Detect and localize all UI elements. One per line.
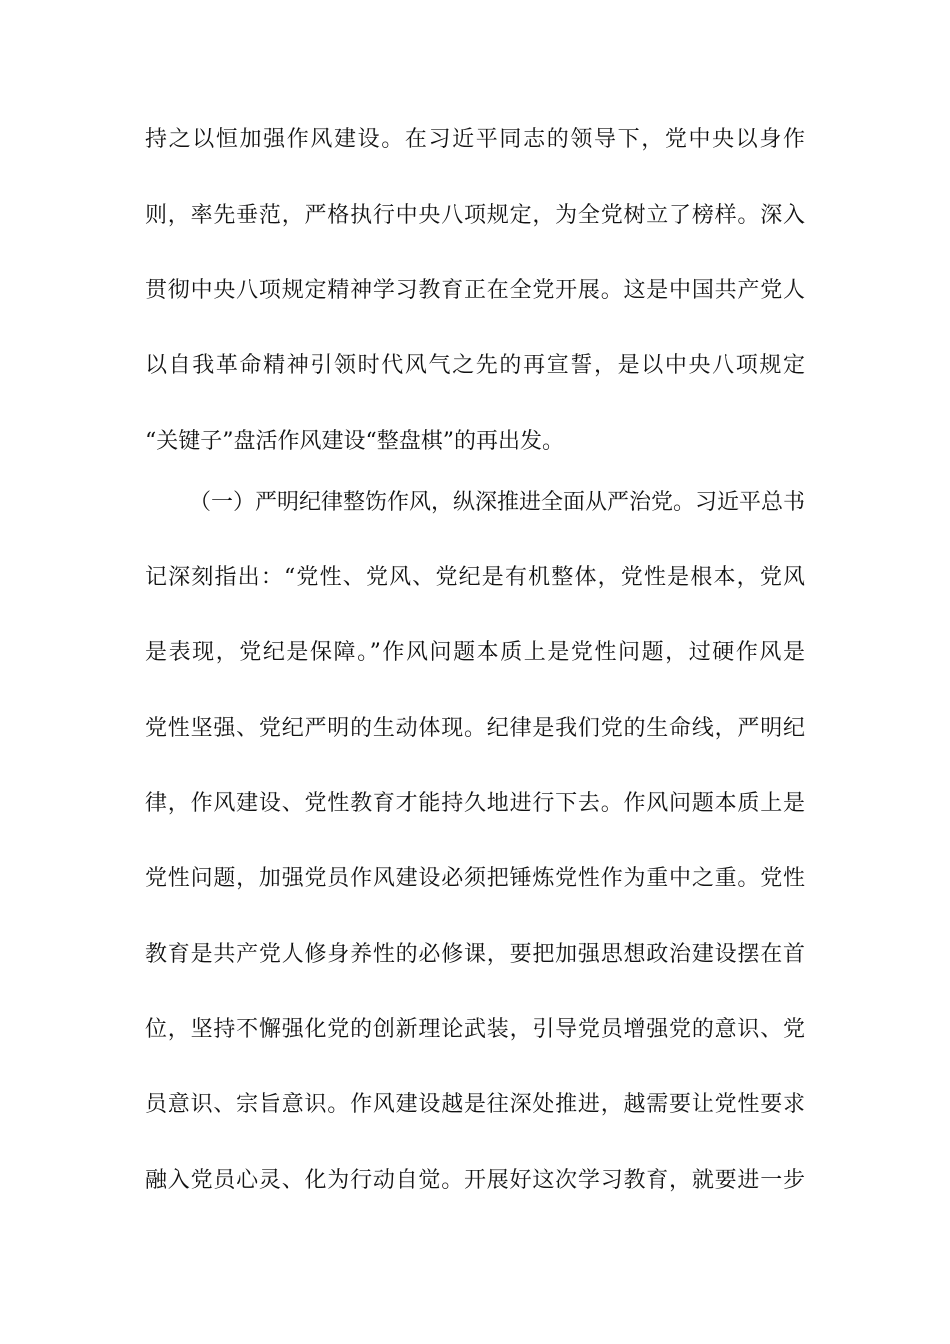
text-line: “关键子”盘活作风建设“整盘棋”的再出发。 [145, 429, 564, 454]
text-line: 员意识、宗旨意识。作风建设越是往深处推进，越需要让党性要求 [145, 1092, 805, 1117]
text-line: 是表现，党纪是保障。”作风问题本质上是党性问题，过硬作风是 [145, 640, 805, 665]
text-line: 教育是共产党人修身养性的必修课，要把加强思想政治建设摆在首 [145, 942, 805, 967]
text-line: 位，坚持不懈强化党的创新理论武装，引导党员增强党的意识、党 [145, 1017, 805, 1042]
text-line: 贯彻中央八项规定精神学习教育正在全党开展。这是中国共产党人 [145, 278, 805, 303]
text-line: 以自我革命精神引领时代风气之先的再宣誓，是以中央八项规定 [145, 353, 805, 378]
paragraph-heading-line: （一）严明纪律整饬作风，纵深推进全面从严治党。习近平总书 [189, 490, 806, 515]
text-line: 律，作风建设、党性教育才能持久地进行下去。作风问题本质上是 [145, 791, 805, 816]
text-line: 持之以恒加强作风建设。在习近平同志的领导下，党中央以身作 [145, 127, 805, 152]
text-line: 记深刻指出：“党性、党风、党纪是有机整体，党性是根本，党风 [145, 565, 805, 590]
text-line: 则，率先垂范，严格执行中央八项规定，为全党树立了榜样。深入 [145, 203, 805, 228]
text-line: 融入党员心灵、化为行动自觉。开展好这次学习教育，就要进一步 [145, 1168, 805, 1193]
text-line: 党性问题，加强党员作风建设必须把锤炼党性作为重中之重。党性 [145, 866, 805, 891]
text-line: 党性坚强、党纪严明的生动体现。纪律是我们党的生命线，严明纪 [145, 716, 805, 741]
